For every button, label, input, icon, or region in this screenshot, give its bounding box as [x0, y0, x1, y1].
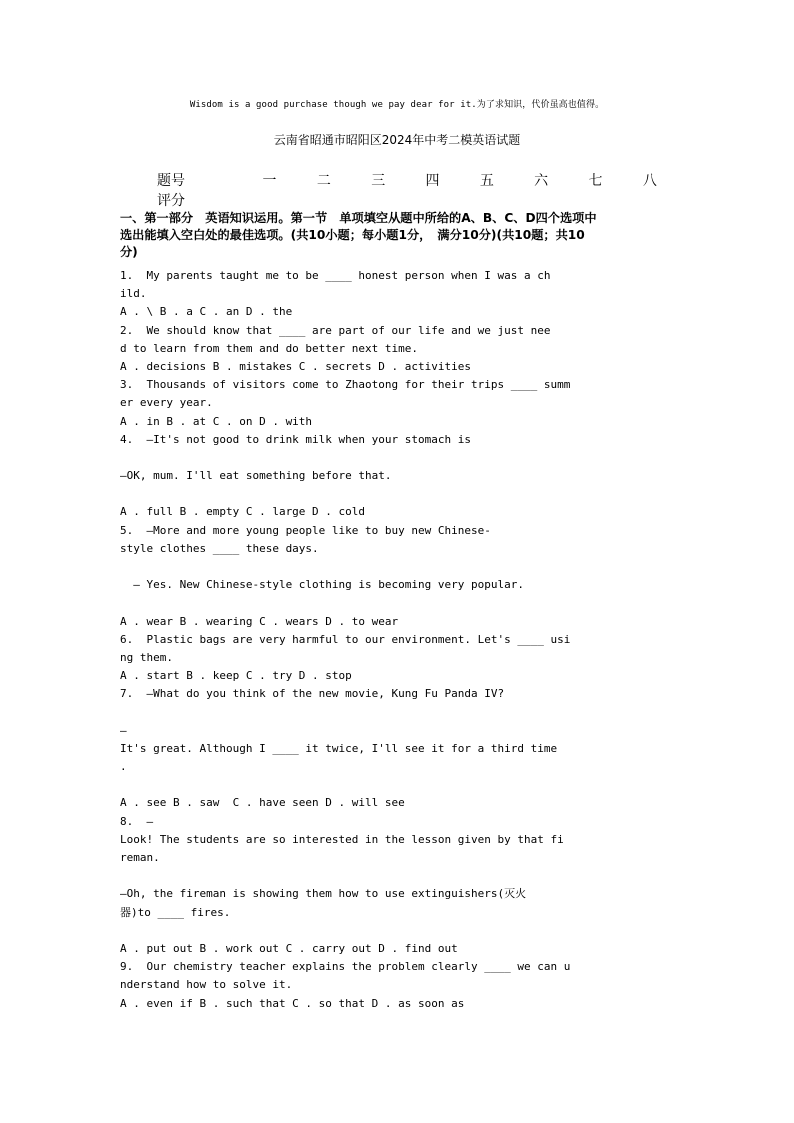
- text-line: 2. We should know that ____ are part of our life and we just nee: [120, 323, 551, 337]
- page-title: 云南省昭通市昭阳区2024年中考二模英语试题: [273, 133, 521, 147]
- text-line: 7. —What do you think of the new movie, Kung Fu Panda IV?: [120, 687, 505, 701]
- blank-line: [120, 776, 676, 794]
- text-line: d to learn from them and do better next time.: [120, 341, 419, 355]
- text-line: .: [120, 760, 127, 774]
- text-line: A . decisions B . mistakes C . secrets D . activities: [120, 359, 471, 373]
- score-row-label: 题号: [157, 173, 185, 189]
- text-line: —OK, mum. I'll eat something before that.: [120, 469, 392, 483]
- text-line: 1. My parents taught me to be ____ honest person when I was a ch: [120, 269, 551, 282]
- score-col-2: 二: [316, 173, 331, 189]
- text-line: —Oh, the fireman is showing them how to use extinguishers(灭火: [120, 887, 527, 901]
- text-line: A . start B . keep C . try D . stop: [120, 669, 352, 683]
- text-line: Look! The students are so interested in the lesson given by that fi: [120, 832, 564, 846]
- text-line: A . in B . at C . on D . with: [120, 414, 313, 428]
- text-line: A . see B . saw C . have seen D . will see: [120, 796, 405, 810]
- header-motto: Wisdom is a good purchase though we pay dear for it.为了求知识，代价虽高也值得。: [189, 100, 605, 110]
- text-line: 3. Thousands of visitors come to Zhaotong for their trips ____ summ: [120, 378, 571, 392]
- text-line: A . \ B . a C . an D . the: [120, 305, 293, 319]
- text-line: er every year.: [120, 396, 213, 410]
- score-row-scores: [157, 190, 677, 210]
- text-line: 9. Our chemistry teacher explains the problem clearly ____ we can u: [120, 960, 571, 974]
- text-line: 6. Plastic bags are very harmful to our environment. Let's ____ usi: [120, 632, 571, 646]
- text-line: 8. —: [120, 814, 154, 828]
- section-heading-line: 选出能填入空白处的最佳选项。(共10小题；每小题1分， 满分10分)(共10题；共10: [120, 228, 585, 242]
- text-line: 4. —It's not good to drink milk when your stomach is: [120, 432, 471, 446]
- text-line: A . even if B . such that C . so that D . as soon as: [120, 996, 465, 1010]
- blank-line: [120, 594, 676, 612]
- score-col-6: 六: [534, 173, 549, 189]
- blank-line: [120, 867, 676, 885]
- blank-line: [120, 922, 676, 940]
- text-line: A . wear B . wearing C . wears D . to wear: [120, 614, 399, 628]
- text-line: 5. —More and more young people like to buy new Chinese-: [120, 523, 491, 537]
- text-line: reman.: [120, 851, 160, 864]
- section-heading-line: 一、第一部分 英语知识运用。第一节 单项填空从题中所给的A、B、C、D四个选项中: [120, 211, 597, 225]
- text-line: nderstand how to solve it.: [120, 978, 293, 992]
- score-col-5: 五: [479, 173, 494, 189]
- blank-line: [120, 449, 676, 467]
- text-line: It's great. Although I ____ it twice, I'll see it for a third time: [120, 741, 558, 755]
- score-row-numbers: [157, 170, 677, 190]
- score-col-3: 三: [371, 173, 386, 189]
- question-list: [120, 267, 676, 1013]
- blank-line: [120, 558, 676, 576]
- blank-line: [120, 704, 676, 722]
- score-col-8: 八: [642, 173, 657, 189]
- section-heading-line: 分): [120, 245, 138, 259]
- text-line: ild.: [120, 287, 147, 301]
- text-line: ng them.: [120, 650, 173, 664]
- score-table: [157, 170, 677, 210]
- score-col-7: 七: [588, 173, 603, 189]
- text-line: 器)to ____ fires.: [120, 905, 231, 919]
- text-line: — Yes. New Chinese-style clothing is becoming very popular.: [120, 578, 524, 592]
- score-col-1: 一: [262, 173, 277, 189]
- text-line: style clothes ____ these days.: [120, 541, 319, 555]
- text-line: —: [120, 723, 127, 737]
- score-row-label: 评分: [157, 193, 185, 209]
- text-line: A . full B . empty C . large D . cold: [120, 505, 366, 519]
- text-line: A . put out B . work out C . carry out D . find out: [120, 941, 458, 955]
- score-col-4: 四: [425, 173, 440, 189]
- blank-line: [120, 485, 676, 503]
- section-heading: [120, 210, 675, 261]
